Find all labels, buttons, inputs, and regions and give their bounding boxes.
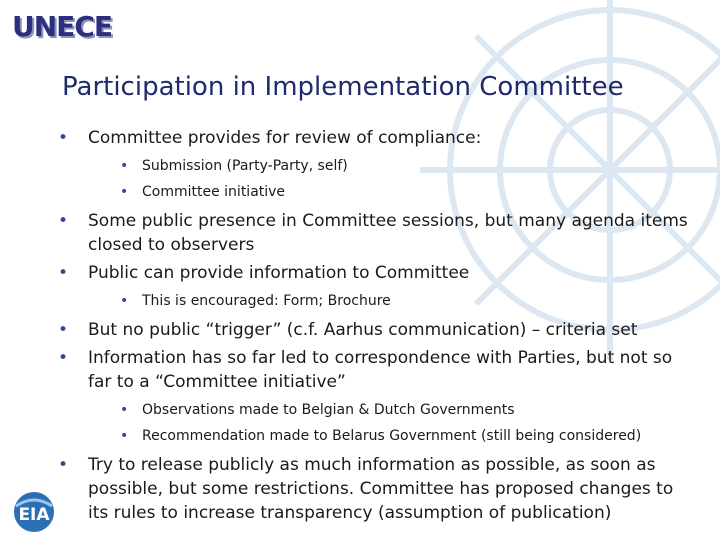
- sub-bullet-list: [88, 397, 698, 449]
- sub-bullet-item: • This is encouraged: Form; Brochure: [120, 288, 698, 314]
- sub-bullet-list: [88, 288, 698, 314]
- sub-bullet-list: [88, 153, 698, 205]
- bullet-text: Committee provides for review of compliance:: [88, 128, 482, 148]
- bullet-item: [58, 453, 698, 525]
- bullet-item: [58, 318, 698, 342]
- sub-bullet-item: • Recommendation made to Belarus Government (still being considered): [120, 423, 698, 449]
- bullet-list: [58, 126, 698, 529]
- slide-title: Participation in Implementation Committee: [62, 72, 624, 102]
- bullet-text: But no public “trigger” (c.f. Aarhus communication) – criteria set: [88, 320, 638, 340]
- eia-logo: [8, 490, 60, 534]
- bullet-item: [58, 209, 698, 257]
- bullet-text: Some public presence in Committee sessions, but many agenda items closed to observers: [88, 211, 688, 255]
- bullet-text: Information has so far led to correspondence with Parties, but not so far to a “Committee initiative”: [88, 348, 673, 392]
- bullet-text: Public can provide information to Committee: [88, 263, 470, 283]
- bullet-text: Try to release publicly as much information as possible, as soon as possible, but some restrictions. Committee has proposed changes to its rules to increase transparency (assumption of publication): [88, 455, 674, 523]
- sub-bullet-item: • Observations made to Belgian & Dutch Governments: [120, 397, 698, 423]
- eia-logo-text: EIA: [18, 505, 50, 525]
- unece-logo: UNECE: [12, 10, 112, 43]
- sub-bullet-item: • Committee initiative: [120, 179, 698, 205]
- sub-bullet-item: • Submission (Party-Party, self): [120, 153, 698, 179]
- bullet-item: [58, 346, 698, 449]
- bullet-item: [58, 261, 698, 314]
- bullet-item: [58, 126, 698, 205]
